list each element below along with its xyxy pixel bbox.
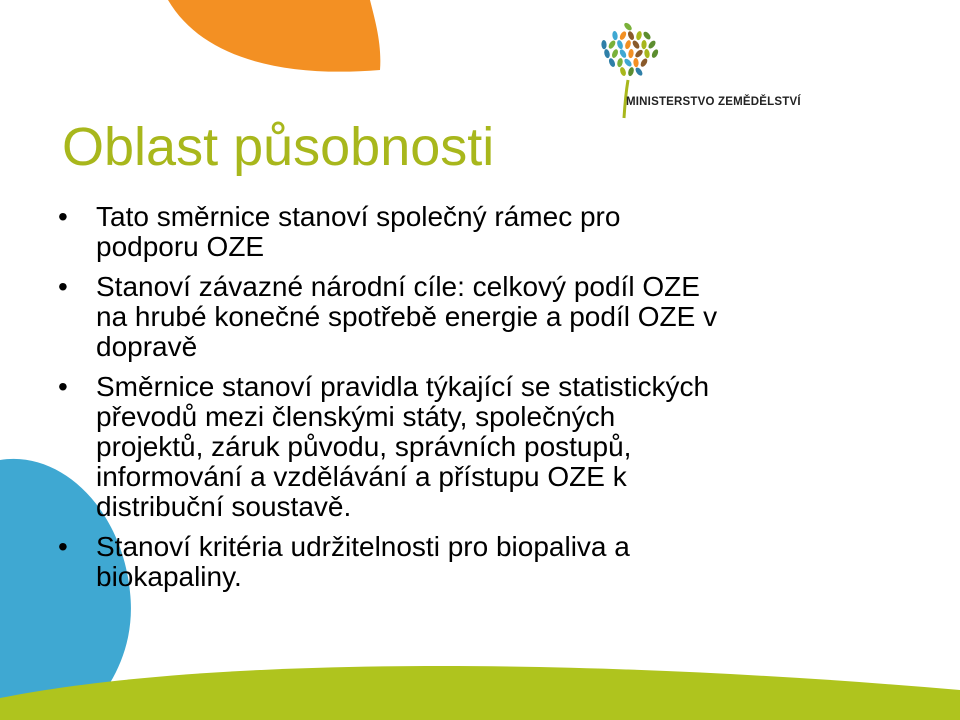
tree-leaf bbox=[634, 48, 644, 58]
tree-leaf bbox=[617, 58, 624, 68]
bullet-line: projektů, záruk původu, správních postupů, bbox=[96, 431, 632, 462]
tree-leaf bbox=[627, 66, 635, 76]
tree-leaf bbox=[619, 66, 627, 76]
bullet-mark: • bbox=[58, 271, 68, 302]
tree-leaf bbox=[608, 57, 617, 68]
bullet-line: biokapaliny. bbox=[96, 561, 242, 592]
tree-leaf bbox=[618, 30, 627, 41]
ministry-logo bbox=[590, 22, 830, 126]
bullet-line: Tato směrnice stanoví společný rámec pro bbox=[96, 201, 621, 232]
tree-leaf bbox=[611, 48, 619, 59]
bullet-item bbox=[56, 532, 916, 592]
bullet-item bbox=[56, 202, 916, 262]
bullet-line: podporu OZE bbox=[96, 231, 265, 262]
logo-text: MINISTERSTVO ZEMĚDĚLSTVÍ bbox=[626, 96, 801, 108]
bullet-line: informování a vzdělávání a přístupu OZE k bbox=[96, 461, 627, 492]
tree-leaf bbox=[612, 31, 618, 41]
bullet-line: na hrubé konečné spotřebě energie a podíl OZE v bbox=[96, 301, 718, 332]
tree-leaf bbox=[623, 57, 633, 67]
bullet-line: distribuční soustavě. bbox=[96, 491, 352, 522]
bullet-mark: • bbox=[58, 201, 68, 232]
tree-leaf bbox=[639, 57, 648, 68]
tree-leaf bbox=[624, 39, 632, 49]
tree-leaf bbox=[651, 48, 660, 59]
tree-leaf bbox=[635, 31, 642, 41]
tree-leaf bbox=[634, 66, 644, 76]
bullet-line: Stanoví kritéria udržitelnosti pro biopaliva a bbox=[96, 531, 630, 562]
bullet-item bbox=[56, 372, 916, 522]
tree-leaf bbox=[647, 39, 657, 49]
bullet-item bbox=[56, 272, 916, 362]
bullet-mark: • bbox=[58, 371, 68, 402]
green-swoosh-shape bbox=[0, 666, 960, 720]
bullet-list bbox=[56, 202, 916, 602]
tree-leaf bbox=[603, 49, 610, 59]
tree-leaf bbox=[618, 48, 627, 59]
bullet-line: převodů mezi členskými státy, společných bbox=[96, 401, 616, 432]
tree-leaf bbox=[631, 39, 641, 50]
tree-leaf bbox=[623, 22, 633, 32]
tree-leaf bbox=[644, 49, 651, 59]
tree-leaf bbox=[616, 39, 624, 49]
bullet-line: Směrnice stanoví pravidla týkající se statistických bbox=[96, 371, 710, 402]
tree-leaf bbox=[633, 58, 639, 68]
tree-leaf bbox=[641, 40, 647, 49]
bullet-mark: • bbox=[58, 531, 68, 562]
bullet-line: dopravě bbox=[96, 331, 198, 362]
slide-title: Oblast působnosti bbox=[62, 117, 495, 177]
tree-leaf bbox=[601, 40, 607, 49]
bullet-line: Stanoví závazné národní cíle: celkový podíl OZE bbox=[96, 271, 700, 302]
tree-leaf bbox=[628, 49, 634, 59]
tree-leaf bbox=[627, 30, 635, 41]
tree-leaf bbox=[642, 30, 652, 40]
orange-leaf-shape bbox=[168, 0, 380, 72]
tree-leaf bbox=[607, 39, 616, 50]
